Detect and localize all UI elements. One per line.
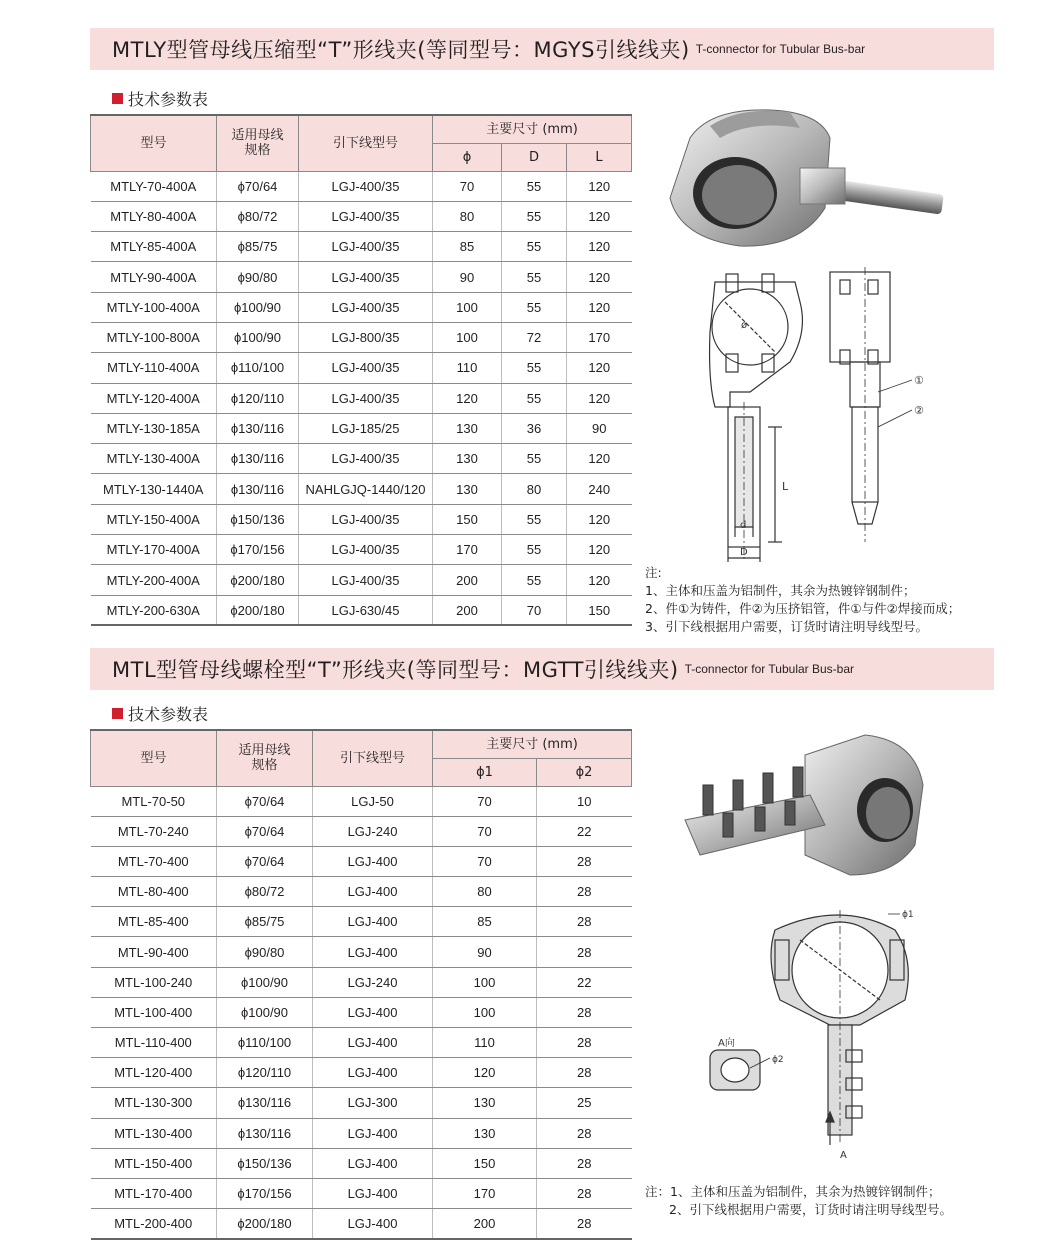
table-cell: LGJ-400 xyxy=(313,846,433,876)
section1-spec-table xyxy=(90,114,632,626)
table-cell: 70 xyxy=(433,816,537,846)
table-cell: 170 xyxy=(567,322,632,352)
table-cell: 100 xyxy=(433,997,537,1027)
table-cell: 55 xyxy=(502,535,567,565)
table-cell: LGJ-400/35 xyxy=(299,353,433,383)
table-cell: LGJ-400 xyxy=(313,1209,433,1239)
table-cell: MTL-70-50 xyxy=(91,786,217,816)
table-cell: 120 xyxy=(567,262,632,292)
table-row xyxy=(91,383,632,413)
table-cell: 28 xyxy=(537,846,632,876)
red-square-icon xyxy=(112,93,123,104)
table-cell: 200 xyxy=(433,565,502,595)
table-cell: 120 xyxy=(433,383,502,413)
section2-subheading: 技术参数表 xyxy=(112,702,208,725)
table-cell: 55 xyxy=(502,232,567,262)
red-square-icon xyxy=(112,708,123,719)
table-row xyxy=(91,565,632,595)
header-bus-spec: 适用母线 规格 xyxy=(217,115,299,171)
table-cell: LGJ-400 xyxy=(313,1178,433,1208)
table-cell: MTL-70-240 xyxy=(91,816,217,846)
table-cell: 55 xyxy=(502,262,567,292)
table-cell: 55 xyxy=(502,504,567,534)
table-cell: MTLY-150-400A xyxy=(91,504,217,534)
table-cell: 55 xyxy=(502,565,567,595)
table-row xyxy=(91,877,632,907)
table-row xyxy=(91,444,632,474)
table-row xyxy=(91,1178,632,1208)
table-row xyxy=(91,967,632,997)
table-cell: 55 xyxy=(502,444,567,474)
table-cell: LGJ-400/35 xyxy=(299,444,433,474)
drawing1-dim-L: L xyxy=(782,480,789,493)
section1-technical-drawing xyxy=(690,262,950,572)
table-cell: 110 xyxy=(433,353,502,383)
table-cell: MTLY-120-400A xyxy=(91,383,217,413)
header-lead-wire: 引下线型号 xyxy=(299,115,433,171)
table-cell: MTL-85-400 xyxy=(91,907,217,937)
table-row xyxy=(91,353,632,383)
table-cell: 110 xyxy=(433,1028,537,1058)
table-cell: 55 xyxy=(502,383,567,413)
table-cell: 22 xyxy=(537,967,632,997)
table-cell: 120 xyxy=(567,292,632,322)
table-cell: LGJ-50 xyxy=(313,786,433,816)
table-row xyxy=(91,292,632,322)
section1-notes xyxy=(645,564,960,636)
table-cell: ϕ100/90 xyxy=(217,997,313,1027)
table-cell: 130 xyxy=(433,1118,537,1148)
section2-title-en: T-connector for Tubular Bus-bar xyxy=(684,662,855,676)
header-model: 型号 xyxy=(91,730,217,786)
note-line: 2、引下线根据用户需要，订货时请注明导线型号。 xyxy=(669,1202,952,1217)
table-cell: 22 xyxy=(537,816,632,846)
table-cell: ϕ80/72 xyxy=(217,201,299,231)
table-cell: LGJ-400/35 xyxy=(299,232,433,262)
table-cell: 28 xyxy=(537,1209,632,1239)
table-cell: MTL-120-400 xyxy=(91,1058,217,1088)
table-row xyxy=(91,907,632,937)
table-row xyxy=(91,262,632,292)
table-cell: ϕ85/75 xyxy=(217,232,299,262)
table-cell: MTLY-200-400A xyxy=(91,565,217,595)
table-cell: 100 xyxy=(433,967,537,997)
table-cell: ϕ200/180 xyxy=(217,565,299,595)
note-line: 2、件①为铸件，件②为压挤铝管，件①与件②焊接而成； xyxy=(645,601,961,616)
table-cell: MTL-100-400 xyxy=(91,997,217,1027)
table-cell: LGJ-400 xyxy=(313,877,433,907)
table-cell: 150 xyxy=(433,1148,537,1178)
table-cell: 170 xyxy=(433,1178,537,1208)
header-phi1: ϕ1 xyxy=(433,758,537,786)
table-cell: MTLY-100-800A xyxy=(91,322,217,352)
table-cell: ϕ170/156 xyxy=(217,1178,313,1208)
table-cell: LGJ-240 xyxy=(313,967,433,997)
table-cell: 28 xyxy=(537,1148,632,1178)
table-cell: ϕ85/75 xyxy=(217,907,313,937)
table-cell: 120 xyxy=(567,383,632,413)
table-cell: MTLY-70-400A xyxy=(91,171,217,201)
table-cell: MTL-90-400 xyxy=(91,937,217,967)
table-cell: 80 xyxy=(433,877,537,907)
header-L: L xyxy=(567,143,632,171)
table-cell: 55 xyxy=(502,201,567,231)
table-row xyxy=(91,413,632,443)
table-cell: ϕ130/116 xyxy=(217,474,299,504)
table-cell: LGJ-400 xyxy=(313,937,433,967)
header-phi: ϕ xyxy=(433,143,502,171)
table-cell: 150 xyxy=(433,504,502,534)
table-row xyxy=(91,846,632,876)
table-cell: MTLY-100-400A xyxy=(91,292,217,322)
table-cell: 120 xyxy=(567,565,632,595)
table-cell: 150 xyxy=(567,595,632,625)
table-cell: ϕ120/110 xyxy=(217,383,299,413)
section2-spec-table xyxy=(90,729,632,1240)
drawing1-callout-2: ② xyxy=(914,404,924,417)
table-cell: 25 xyxy=(537,1088,632,1118)
table-row xyxy=(91,1118,632,1148)
table-row xyxy=(91,1088,632,1118)
drawing1-dim-D: D xyxy=(740,547,748,558)
table-cell: LGJ-400 xyxy=(313,1028,433,1058)
table-cell: LGJ-400/35 xyxy=(299,292,433,322)
table-cell: MTLY-85-400A xyxy=(91,232,217,262)
table-cell: 85 xyxy=(433,907,537,937)
table-cell: 120 xyxy=(433,1058,537,1088)
table-cell: ϕ90/80 xyxy=(217,937,313,967)
table-row xyxy=(91,997,632,1027)
table-row xyxy=(91,504,632,534)
table-cell: ϕ130/116 xyxy=(217,1118,313,1148)
table-cell: NAHLGJQ-1440/120 xyxy=(299,474,433,504)
table-cell: ϕ150/136 xyxy=(217,504,299,534)
section1-title-banner xyxy=(90,28,994,70)
drawing2-arrow-a: A xyxy=(840,1150,847,1161)
table-cell: 120 xyxy=(567,535,632,565)
table-row xyxy=(91,232,632,262)
table-row xyxy=(91,937,632,967)
table-cell: MTL-80-400 xyxy=(91,877,217,907)
table-cell: 120 xyxy=(567,171,632,201)
section2-technical-drawing xyxy=(700,900,925,1165)
table-cell: 130 xyxy=(433,444,502,474)
table-cell: ϕ110/100 xyxy=(217,353,299,383)
table-cell: 120 xyxy=(567,232,632,262)
table-cell: 28 xyxy=(537,937,632,967)
drawing2-phi1: ϕ1 xyxy=(902,910,914,920)
table-cell: 55 xyxy=(502,171,567,201)
section1-subheading: 技术参数表 xyxy=(112,87,208,110)
table-cell: MTL-110-400 xyxy=(91,1028,217,1058)
drawing1-dim-d: d xyxy=(740,520,747,531)
table-cell: 100 xyxy=(433,292,502,322)
table-cell: LGJ-400/35 xyxy=(299,262,433,292)
table-cell: MTLY-130-1440A xyxy=(91,474,217,504)
table-cell: LGJ-400 xyxy=(313,1148,433,1178)
table-cell: MTLY-80-400A xyxy=(91,201,217,231)
header-bus-spec: 适用母线 规格 xyxy=(217,730,313,786)
table-cell: ϕ100/90 xyxy=(217,967,313,997)
table-cell: MTLY-200-630A xyxy=(91,595,217,625)
header-dims: 主要尺寸 (mm) xyxy=(433,730,632,758)
section2-title: MTL型管母线螺栓型“T”形线夹(等同型号：MGTT引线线夹) xyxy=(112,658,679,682)
table-cell: ϕ110/100 xyxy=(217,1028,313,1058)
table-cell: 70 xyxy=(502,595,567,625)
table-cell: ϕ80/72 xyxy=(217,877,313,907)
table-cell: LGJ-400/35 xyxy=(299,171,433,201)
table-cell: 100 xyxy=(433,322,502,352)
table-cell: 80 xyxy=(502,474,567,504)
table-cell: ϕ200/180 xyxy=(217,595,299,625)
table-cell: ϕ70/64 xyxy=(217,786,313,816)
table-cell: 36 xyxy=(502,413,567,443)
table-cell: ϕ70/64 xyxy=(217,846,313,876)
table-cell: 70 xyxy=(433,786,537,816)
table-cell: MTLY-130-185A xyxy=(91,413,217,443)
table-cell: 130 xyxy=(433,1088,537,1118)
drawing2-phi2: ϕ2 xyxy=(772,1055,784,1065)
table-cell: 80 xyxy=(433,201,502,231)
table-row xyxy=(91,1028,632,1058)
table-cell: ϕ100/90 xyxy=(217,292,299,322)
header-model: 型号 xyxy=(91,115,217,171)
table-cell: 70 xyxy=(433,171,502,201)
table-cell: ϕ150/136 xyxy=(217,1148,313,1178)
table-row xyxy=(91,816,632,846)
table-cell: ϕ90/80 xyxy=(217,262,299,292)
table-cell: 28 xyxy=(537,1178,632,1208)
table-cell: ϕ100/90 xyxy=(217,322,299,352)
table-cell: MTL-70-400 xyxy=(91,846,217,876)
table-row xyxy=(91,1058,632,1088)
section2-product-photo xyxy=(675,725,945,890)
section1-title-en: T-connector for Tubular Bus-bar xyxy=(695,42,866,56)
table-cell: MTLY-170-400A xyxy=(91,535,217,565)
table-cell: 55 xyxy=(502,353,567,383)
table-cell: ϕ120/110 xyxy=(217,1058,313,1088)
table-cell: LGJ-800/35 xyxy=(299,322,433,352)
drawing1-dia-label: ø xyxy=(740,320,748,331)
table-cell: LGJ-630/45 xyxy=(299,595,433,625)
table-cell: 200 xyxy=(433,1209,537,1239)
drawing1-callout-1: ① xyxy=(914,374,924,387)
table-cell: 55 xyxy=(502,292,567,322)
table-cell: 28 xyxy=(537,907,632,937)
table-row xyxy=(91,1209,632,1239)
section2-notes xyxy=(645,1183,952,1219)
table-cell: MTL-150-400 xyxy=(91,1148,217,1178)
table-cell: LGJ-400 xyxy=(313,1118,433,1148)
table-cell: 72 xyxy=(502,322,567,352)
table-cell: LGJ-400 xyxy=(313,1058,433,1088)
table-row xyxy=(91,535,632,565)
table-cell: ϕ130/116 xyxy=(217,444,299,474)
table-cell: 120 xyxy=(567,353,632,383)
table-cell: MTL-100-240 xyxy=(91,967,217,997)
table-cell: ϕ170/156 xyxy=(217,535,299,565)
table-cell: MTLY-110-400A xyxy=(91,353,217,383)
table-cell: LGJ-400 xyxy=(313,907,433,937)
table-cell: LGJ-400/35 xyxy=(299,504,433,534)
table-cell: LGJ-400/35 xyxy=(299,535,433,565)
table-cell: 120 xyxy=(567,504,632,534)
table-cell: 10 xyxy=(537,786,632,816)
table-row xyxy=(91,595,632,625)
table-cell: 28 xyxy=(537,1058,632,1088)
table-cell: 28 xyxy=(537,877,632,907)
table-row xyxy=(91,201,632,231)
header-phi2: ϕ2 xyxy=(537,758,632,786)
table-cell: ϕ70/64 xyxy=(217,171,299,201)
table-cell: 170 xyxy=(433,535,502,565)
table-cell: LGJ-300 xyxy=(313,1088,433,1118)
table-cell: LGJ-185/25 xyxy=(299,413,433,443)
table-cell: MTL-200-400 xyxy=(91,1209,217,1239)
header-dims: 主要尺寸 (mm) xyxy=(433,115,632,143)
table-cell: LGJ-240 xyxy=(313,816,433,846)
table-row xyxy=(91,1148,632,1178)
table-cell: 28 xyxy=(537,1028,632,1058)
table-cell: 130 xyxy=(433,413,502,443)
note-line: 注: xyxy=(645,565,662,580)
table-cell: MTL-170-400 xyxy=(91,1178,217,1208)
table-row xyxy=(91,171,632,201)
table-cell: ϕ130/116 xyxy=(217,1088,313,1118)
table-cell: LGJ-400 xyxy=(313,997,433,1027)
note-line: 注：1、主体和压盖为铝制件，其余为热镀锌钢制件； xyxy=(645,1184,941,1199)
table-cell: ϕ200/180 xyxy=(217,1209,313,1239)
table-cell: 70 xyxy=(433,846,537,876)
note-line: 1、主体和压盖为铝制件，其余为热镀锌钢制件； xyxy=(645,583,916,598)
header-D: D xyxy=(502,143,567,171)
table-cell: LGJ-400/35 xyxy=(299,383,433,413)
table-cell: 90 xyxy=(433,262,502,292)
table-row xyxy=(91,474,632,504)
table-cell: MTL-130-400 xyxy=(91,1118,217,1148)
table-cell: LGJ-400/35 xyxy=(299,201,433,231)
table-cell: LGJ-400/35 xyxy=(299,565,433,595)
table-cell: 130 xyxy=(433,474,502,504)
table-cell: 240 xyxy=(567,474,632,504)
table-cell: 90 xyxy=(433,937,537,967)
section1-product-photo xyxy=(650,98,970,258)
note-line: 3、引下线根据用户需要，订货时请注明导线型号。 xyxy=(645,619,928,634)
table-cell: 28 xyxy=(537,1118,632,1148)
section1-title: MTLY型管母线压缩型“T”形线夹(等同型号：MGYS引线线夹) xyxy=(112,38,690,62)
section2-title-banner xyxy=(90,648,994,690)
table-cell: 120 xyxy=(567,444,632,474)
header-lead-wire: 引下线型号 xyxy=(313,730,433,786)
table-cell: 85 xyxy=(433,232,502,262)
table-cell: MTLY-130-400A xyxy=(91,444,217,474)
table-cell: 120 xyxy=(567,201,632,231)
table-cell: 28 xyxy=(537,997,632,1027)
table-cell: ϕ130/116 xyxy=(217,413,299,443)
table-cell: MTL-130-300 xyxy=(91,1088,217,1118)
table-cell: MTLY-90-400A xyxy=(91,262,217,292)
table-cell: 90 xyxy=(567,413,632,443)
drawing2-view-a: A向 xyxy=(718,1038,735,1049)
table-row xyxy=(91,322,632,352)
table-row xyxy=(91,786,632,816)
table-cell: ϕ70/64 xyxy=(217,816,313,846)
table-cell: 200 xyxy=(433,595,502,625)
